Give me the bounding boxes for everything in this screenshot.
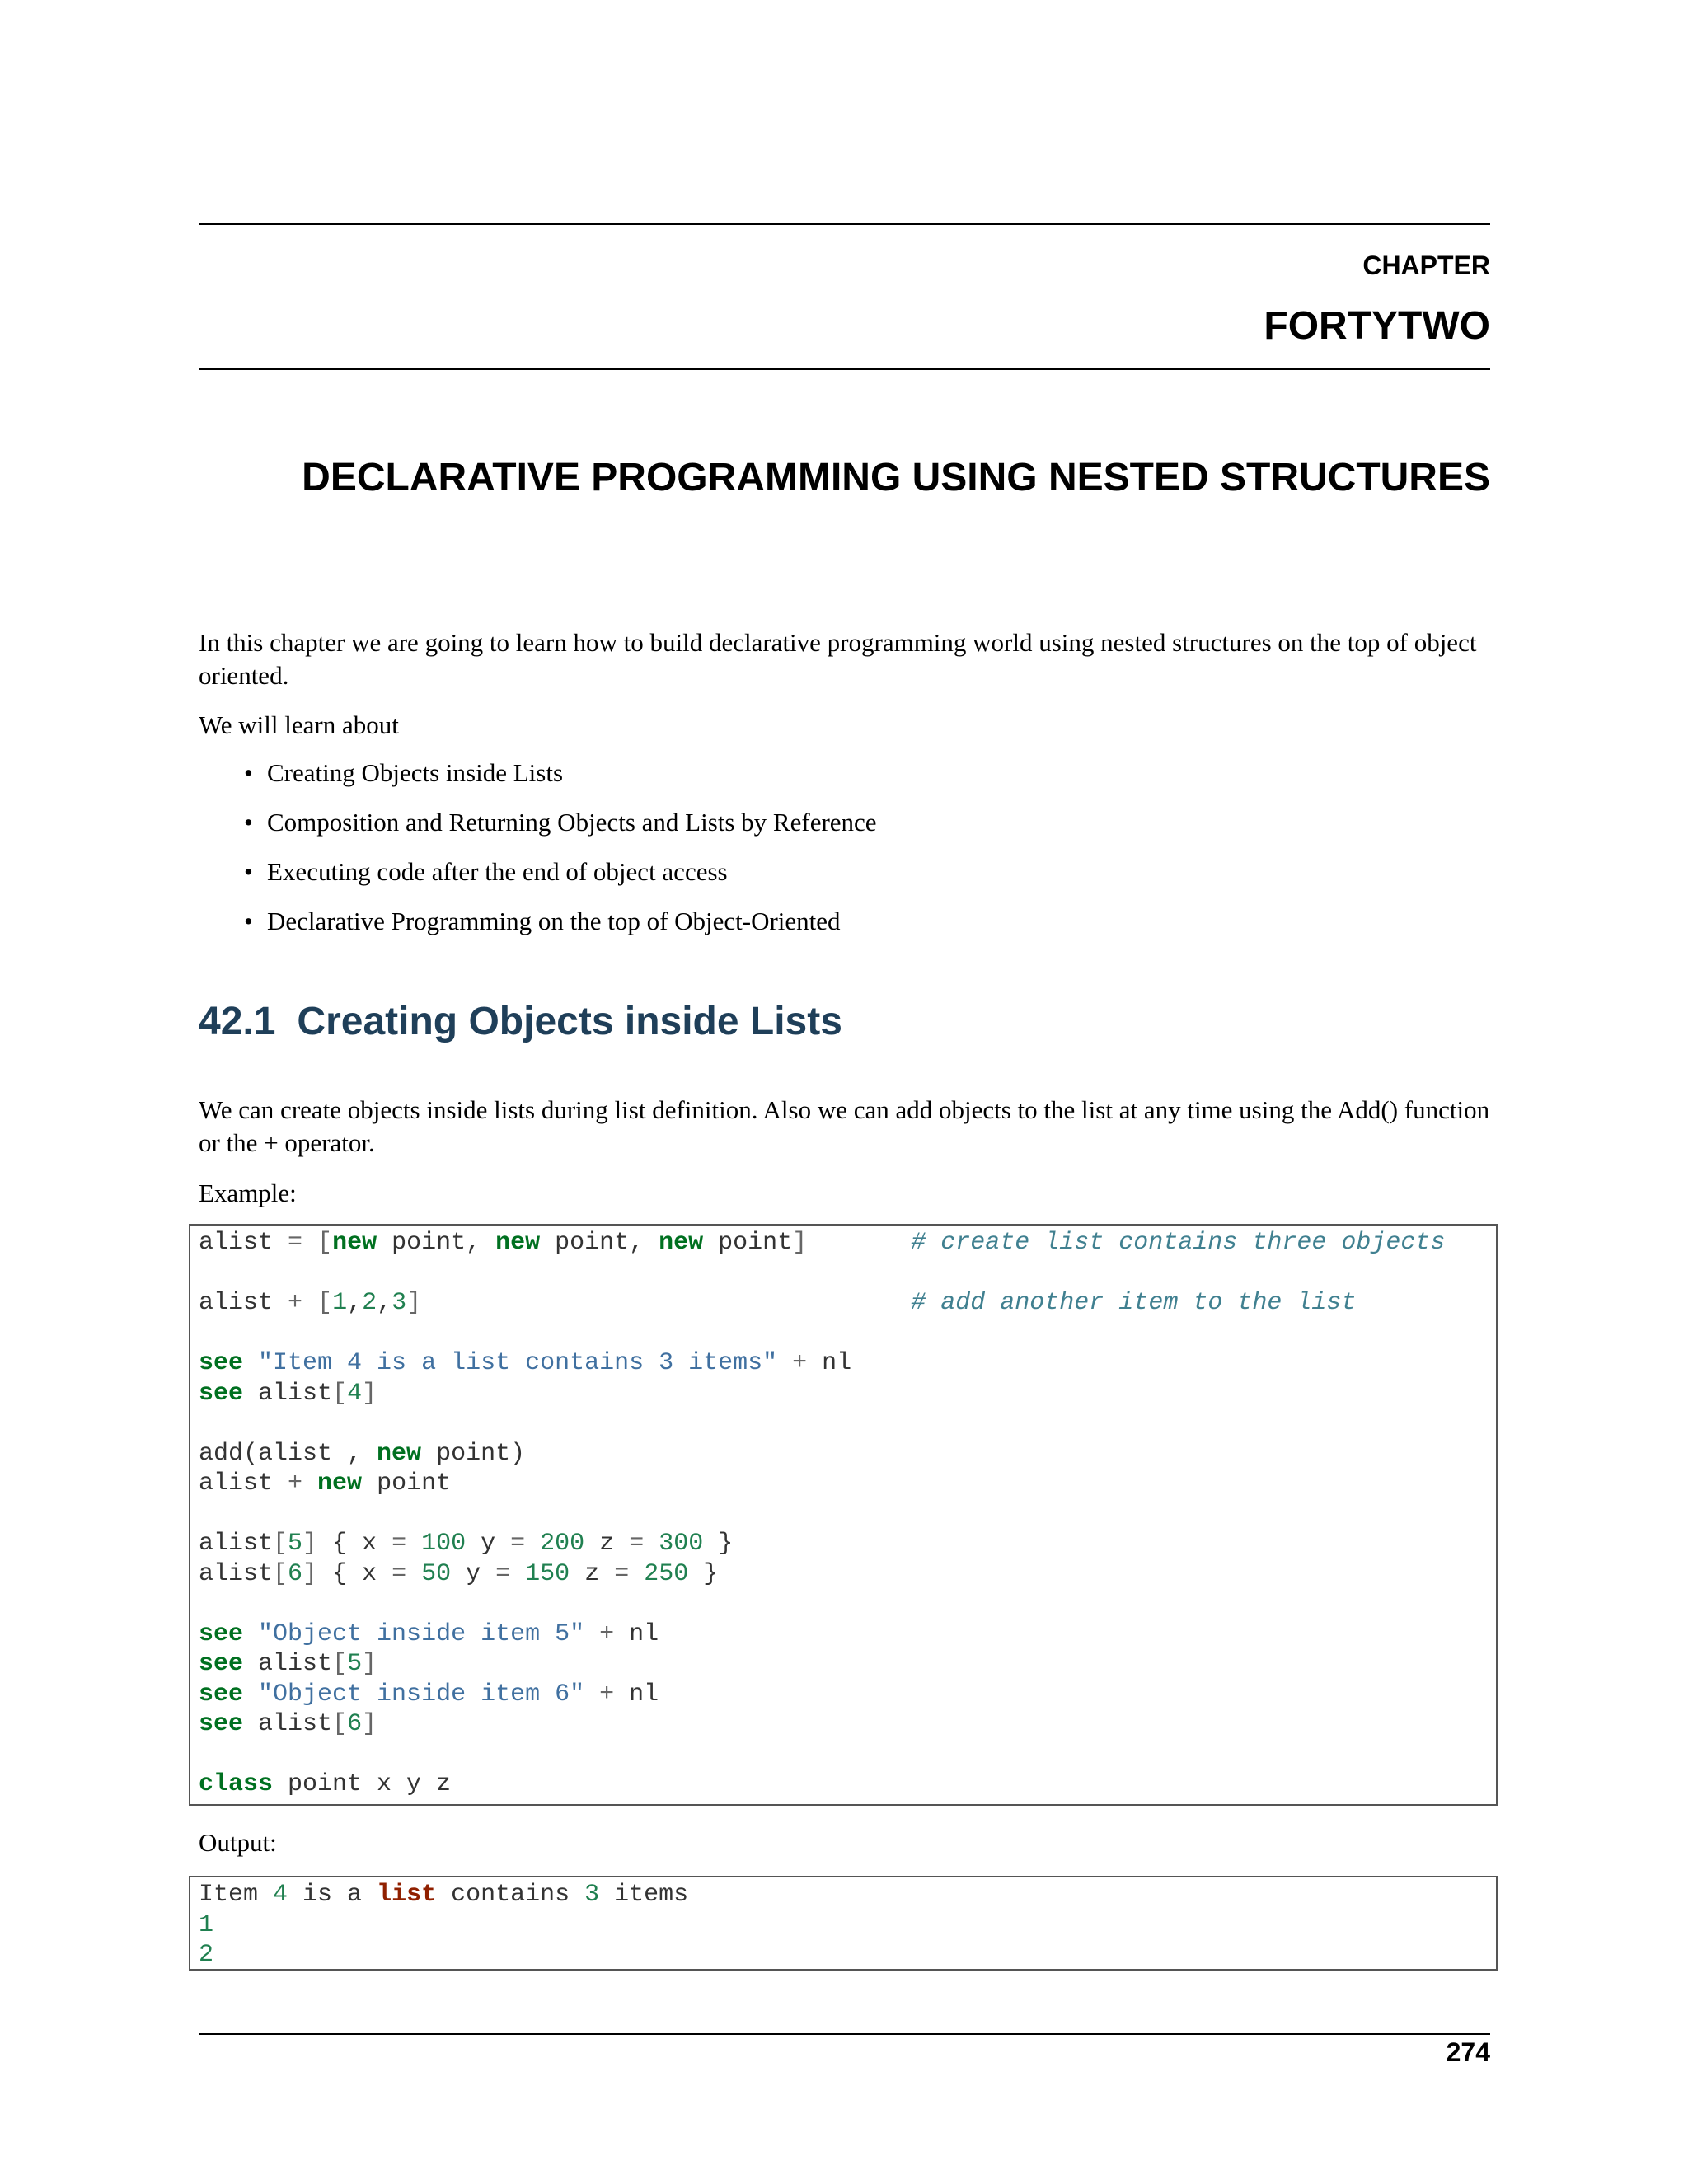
code-token: add(alist , xyxy=(199,1439,377,1468)
code-token xyxy=(406,1530,421,1558)
code-token: list xyxy=(377,1881,437,1909)
code-token: nl xyxy=(614,1619,659,1648)
code-example xyxy=(199,1226,1488,1800)
output-label: Output: xyxy=(199,1828,277,1857)
bullet-icon: • xyxy=(244,758,253,787)
code-example-block xyxy=(189,1224,1498,1806)
code-token xyxy=(406,1560,421,1588)
code-token: alist xyxy=(199,1289,288,1317)
list-item xyxy=(244,806,877,855)
code-token: alist xyxy=(199,1530,274,1558)
code-token: "Object inside item 6" xyxy=(258,1680,585,1708)
code-token xyxy=(510,1560,525,1588)
code-token: , xyxy=(377,1289,392,1317)
code-line xyxy=(199,1941,213,1969)
chapter-top-rule xyxy=(199,223,1490,225)
code-token: 250 xyxy=(644,1559,689,1588)
code-token: 5 xyxy=(347,1650,363,1678)
code-token: y xyxy=(451,1559,496,1588)
code-output xyxy=(199,1877,1488,1971)
code-token: alist xyxy=(199,1559,274,1588)
code-token xyxy=(421,1289,911,1317)
bullet-icon: • xyxy=(244,907,253,935)
code-line xyxy=(199,1229,1445,1257)
code-line xyxy=(199,1650,377,1678)
code-token: 3 xyxy=(392,1289,407,1317)
code-token: point) xyxy=(421,1439,526,1468)
code-line xyxy=(199,1680,659,1708)
code-line xyxy=(199,1560,718,1588)
code-line xyxy=(199,1770,451,1798)
code-token: see xyxy=(199,1349,244,1377)
code-token: 1 xyxy=(199,1910,214,1939)
code-token: 200 xyxy=(540,1530,585,1558)
code-token: Item xyxy=(199,1881,274,1909)
code-token: "Object inside item 5" xyxy=(258,1619,585,1648)
chapter-number: FORTYTWO xyxy=(1264,304,1490,348)
code-line xyxy=(199,1349,851,1377)
code-token: = xyxy=(288,1229,318,1257)
list-item xyxy=(244,855,877,905)
code-token: 5 xyxy=(288,1530,303,1558)
code-token: see xyxy=(199,1619,244,1648)
code-token: + xyxy=(288,1469,318,1497)
code-token: = xyxy=(629,1530,645,1558)
code-token: [ xyxy=(317,1229,333,1257)
code-token: 2 xyxy=(362,1289,377,1317)
code-token: ] xyxy=(362,1710,377,1738)
code-token: point xyxy=(362,1469,452,1497)
code-token: alist xyxy=(199,1469,288,1497)
code-token: ] xyxy=(792,1229,808,1257)
code-token: { x xyxy=(317,1530,392,1558)
code-token: see xyxy=(199,1379,244,1408)
code-token: [ xyxy=(273,1559,288,1588)
code-token: } xyxy=(703,1530,734,1558)
code-line xyxy=(199,1710,377,1738)
code-token: 1 xyxy=(332,1289,348,1317)
code-token: see xyxy=(199,1710,244,1738)
code-line xyxy=(199,1911,213,1939)
code-token: ] xyxy=(362,1650,377,1678)
code-token: 4 xyxy=(347,1379,363,1408)
section-number: 42.1 xyxy=(199,1000,276,1043)
code-output-block xyxy=(189,1876,1498,1971)
code-token: items xyxy=(599,1881,689,1909)
code-token xyxy=(584,1680,599,1708)
bullet-icon: • xyxy=(244,808,253,837)
code-line xyxy=(199,1380,377,1408)
code-token: ] xyxy=(302,1530,318,1558)
code-token: alist xyxy=(243,1379,333,1408)
code-line xyxy=(199,1469,451,1497)
code-token: # create list contains three objects xyxy=(911,1229,1446,1257)
code-token: new xyxy=(377,1439,422,1468)
code-token: ] xyxy=(362,1379,377,1408)
footer-rule xyxy=(199,2033,1490,2035)
code-token: , xyxy=(347,1289,363,1317)
code-token: { x xyxy=(317,1559,392,1588)
code-line xyxy=(199,1881,688,1909)
code-token: 300 xyxy=(659,1530,704,1558)
section-heading xyxy=(199,999,842,1044)
section-title: Creating Objects inside Lists xyxy=(297,1000,842,1043)
code-token: point, xyxy=(377,1229,496,1257)
code-token: [ xyxy=(332,1650,348,1678)
code-token: = xyxy=(495,1559,511,1588)
code-token: [ xyxy=(273,1530,288,1558)
code-token: + xyxy=(599,1619,615,1648)
code-token xyxy=(243,1680,258,1708)
code-token: new xyxy=(332,1229,377,1257)
code-token: 150 xyxy=(525,1559,570,1588)
code-token xyxy=(777,1349,792,1377)
code-token xyxy=(525,1530,540,1558)
bullet-icon: • xyxy=(244,857,253,886)
code-token: 2 xyxy=(199,1941,214,1969)
chapter-bottom-rule xyxy=(199,368,1490,370)
code-token: } xyxy=(688,1559,719,1588)
example-label: Example: xyxy=(199,1179,297,1207)
code-line xyxy=(199,1289,1356,1317)
code-token: # add another item to the list xyxy=(911,1289,1357,1317)
code-token: [ xyxy=(317,1289,333,1317)
code-token: z xyxy=(570,1559,615,1588)
code-token: ] xyxy=(406,1289,422,1317)
code-token: 6 xyxy=(288,1559,303,1588)
chapter-title: DECLARATIVE PROGRAMMING USING NESTED STRUCTURES xyxy=(302,456,1490,499)
code-token: contains xyxy=(436,1881,585,1909)
code-token: 100 xyxy=(421,1530,467,1558)
code-token xyxy=(807,1229,911,1257)
code-token: = xyxy=(614,1559,630,1588)
code-token xyxy=(644,1530,659,1558)
code-token: "Item 4 is a list contains 3 items" xyxy=(258,1349,778,1377)
code-token: nl xyxy=(807,1349,852,1377)
code-token: point, xyxy=(540,1229,659,1257)
section-paragraph: We can create objects inside lists during list definition. Also we can add objects to the list at any time using the Add() function or the + operator. xyxy=(199,1095,1490,1157)
code-token: [ xyxy=(332,1710,348,1738)
list-item-text: Creating Objects inside Lists xyxy=(267,758,564,787)
code-line xyxy=(199,1620,659,1648)
intro-paragraph: In this chapter we are going to learn how to build declarative programming world using nested structures on the top of object oriented. xyxy=(199,628,1477,690)
code-token: see xyxy=(199,1680,244,1708)
code-token: see xyxy=(199,1650,244,1678)
code-token xyxy=(584,1620,599,1648)
code-token: y xyxy=(466,1530,511,1558)
list-item-text: Composition and Returning Objects and Lists by Reference xyxy=(267,808,877,837)
code-token: nl xyxy=(614,1680,659,1708)
code-token: = xyxy=(510,1530,526,1558)
code-token: [ xyxy=(332,1379,348,1408)
code-token: 3 xyxy=(584,1881,600,1909)
code-token: new xyxy=(317,1469,363,1497)
code-token: = xyxy=(392,1559,407,1588)
code-token xyxy=(243,1349,258,1377)
list-item-text: Executing code after the end of object access xyxy=(267,857,728,886)
code-token: + xyxy=(599,1680,615,1708)
code-token xyxy=(243,1620,258,1648)
code-token: z xyxy=(584,1530,630,1558)
list-item xyxy=(244,905,877,954)
intro-lead: We will learn about xyxy=(199,710,399,739)
code-token: 50 xyxy=(421,1559,452,1588)
code-token: alist xyxy=(243,1710,333,1738)
list-item xyxy=(244,757,877,806)
code-token: + xyxy=(288,1289,318,1317)
code-token: is a xyxy=(288,1881,377,1909)
code-token: = xyxy=(392,1530,407,1558)
code-token: ] xyxy=(302,1559,318,1588)
code-line xyxy=(199,1530,733,1558)
code-token: new xyxy=(659,1229,704,1257)
code-token: alist xyxy=(199,1229,288,1257)
code-token: point xyxy=(703,1229,793,1257)
code-token: alist xyxy=(243,1650,333,1678)
code-token: new xyxy=(495,1229,541,1257)
code-token: class xyxy=(199,1770,274,1798)
code-token xyxy=(629,1560,644,1588)
code-token: point x y z xyxy=(273,1770,452,1798)
code-token: + xyxy=(792,1349,808,1377)
code-token: 4 xyxy=(273,1881,288,1909)
topic-list xyxy=(244,757,877,954)
list-item-text: Declarative Programming on the top of Object-Oriented xyxy=(267,907,841,935)
page-number: 274 xyxy=(1446,2037,1490,2067)
code-token: 6 xyxy=(347,1710,363,1738)
code-line xyxy=(199,1440,525,1468)
chapter-label: CHAPTER xyxy=(1362,251,1490,280)
